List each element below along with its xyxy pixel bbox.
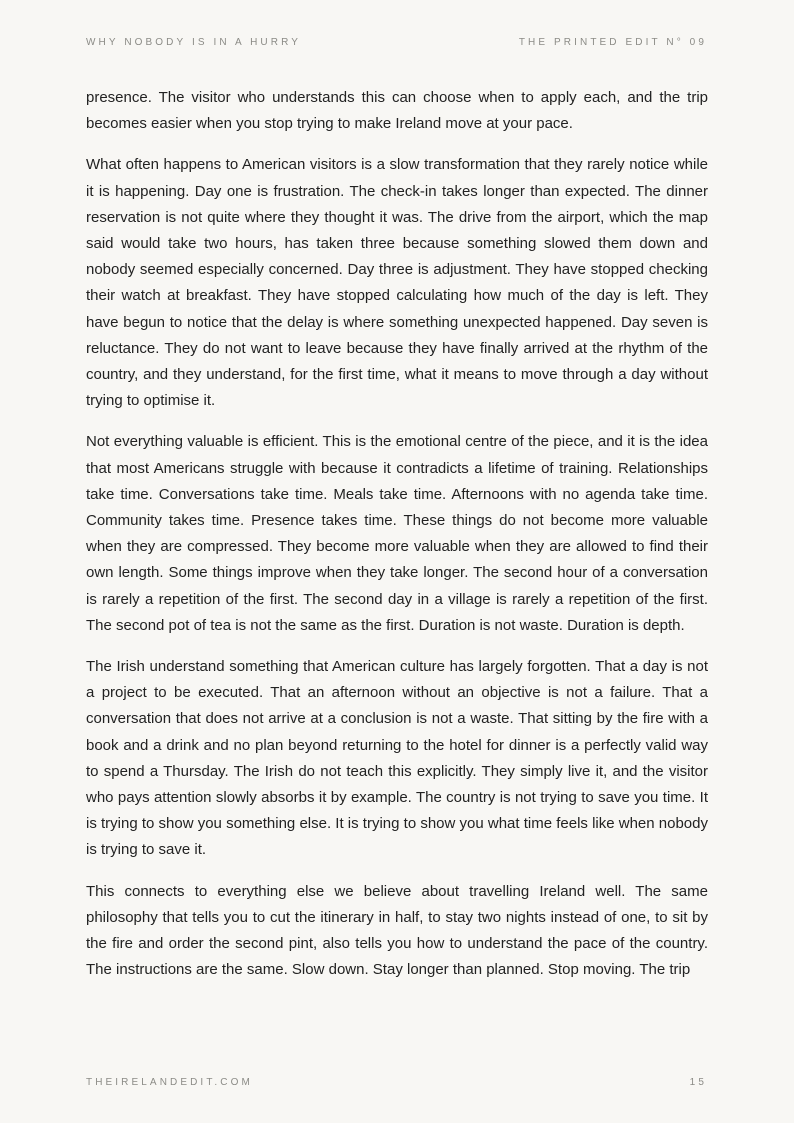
paragraph: The Irish understand something that American culture has largely forgotten. That a day is not a project to be executed. That an afternoon without an objective is not a failure. That a conversation that does not arrive at a conclusion is not a waste. That sitting by the fire with a book and a drink and no plan beyond returning to the hotel for dinner is a perfectly valid way to spend a Thursday. The Irish do not teach this explicitly. They simply live it, and the visitor who pays attention slowly absorbs it by example. The country is not trying to save you time. It is trying to show you something else. It is trying to show you what time feels like when nobody is trying to save it.	[86, 658, 708, 859]
paragraph: presence. The visitor who understands this can choose when to apply each, and the trip becomes easier when you stop trying to make Ireland move at your pace.	[86, 89, 708, 133]
paragraph: Not everything valuable is efficient. This is the emotional centre of the piece, and it is the idea that most Americans struggle with because it contradicts a lifetime of training. Relationships take time. Conversations take time. Meals take time. Afternoons with no agenda take time. Community takes time. Presence takes time. These things do not become more valuable when they are compressed. They become more valuable when they are allowed to find their own length. Some things improve when they take longer. The second hour of a conversation is rarely a repetition of the first. The second day in a village is rarely a repetition of the first. The second pot of tea is not the same as the first. Duration is not waste. Duration is depth.	[86, 433, 708, 634]
section-title: WHY NOBODY IS IN A HURRY	[86, 37, 301, 48]
paragraph: This connects to everything else we believe about travelling Ireland well. The same philosophy that tells you to cut the itinerary in half, to stay two nights instead of one, to sit by the fire and order the second pint, also tells you how to understand the pace of the country. The instructions are the same. Slow down. Stay longer than planned. Stop moving. The trip	[86, 882, 708, 979]
publication-issue: THE PRINTED EDIT N° 09	[518, 37, 707, 48]
article-body	[86, 85, 708, 999]
paragraph: What often happens to American visitors is a slow transformation that they rarely notice while it is happening. Day one is frustration. The check-in takes longer than expected. The dinner reservation is not quite where they thought it was. The drive from the airport, which the map said would take two hours, has taken three because something slowed them down and nobody seemed especially concerned. Day three is adjustment. They have stopped checking their watch at breakfast. They have stopped calculating how much of the day is left. They have begun to notice that the delay is where something unexpected happened. Day seven is reluctance. They do not want to leave because they have finally arrived at the rhythm of the country, and they understand, for the first time, what it means to move through a day without trying to optimise it.	[86, 156, 708, 410]
website-address: THEIRELANDEDIT.COM	[86, 1077, 253, 1088]
running-header	[86, 37, 707, 48]
running-footer	[86, 1077, 707, 1088]
page-number: 15	[689, 1077, 707, 1088]
